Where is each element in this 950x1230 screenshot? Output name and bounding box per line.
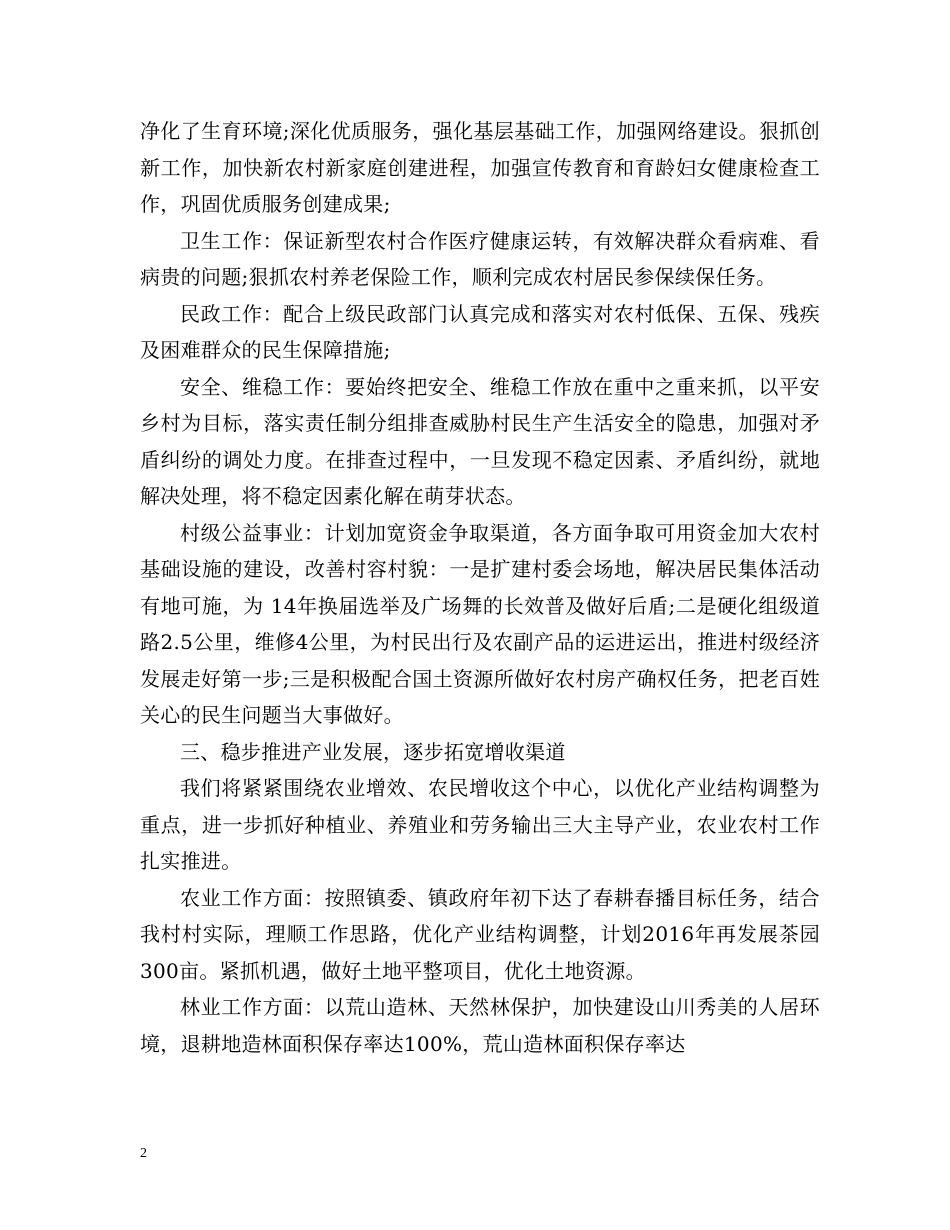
section-heading-industry: 三、稳步推进产业发展，逐步拓宽增收渠道 bbox=[180, 739, 566, 764]
page-number: 2 bbox=[140, 1146, 147, 1161]
body-text bbox=[140, 113, 820, 1062]
paragraph-safety-stability: 安全、维稳工作：要始终把安全、维稳工作放在重中之重来抓，以平安乡村为目标，落实责任制分组排查威胁村民生产生活安全的隐患，加强对矛盾纠纷的调处力度。在排查过程中，一旦发现不稳定因素、矛盾纠纷，就地解决处理，将不稳定因素化解在萌芽状态。 bbox=[140, 374, 820, 508]
paragraph-health-work: 卫生工作：保证新型农村合作医疗健康运转，有效解决群众看病难、看病贵的问题;狠抓农村养老保险工作，顺利完成农村居民参保续保任务。 bbox=[140, 228, 820, 289]
paragraph-forestry: 林业工作方面：以荒山造林、天然林保护，加快建设山川秀美的人居环境，退耕地造林面积保存率达100%，荒山造林面积保存率达 bbox=[140, 995, 820, 1056]
paragraph-family-planning: 净化了生育环境;深化优质服务，强化基层基础工作，加强网络建设。狠抓创新工作，加快新农村新家庭创建进程，加强宣传教育和育龄妇女健康检查工作，巩固优质服务创建成果; bbox=[140, 119, 820, 216]
paragraph-agriculture: 农业工作方面：按照镇委、镇政府年初下达了春耕春播目标任务，结合我村村实际，理顺工作思路，优化产业结构调整，计划2016年再发展茶园300亩。紧抓机遇，做好土地平整项目，优化土地资源。 bbox=[140, 885, 820, 983]
paragraph-industry-intro: 我们将紧紧围绕农业增效、农民增收这个中心，以优化产业结构调整为重点，进一步抓好种植业、养殖业和劳务输出三大主导产业，农业农村工作扎实推进。 bbox=[140, 776, 820, 873]
paragraph-civil-affairs: 民政工作：配合上级民政部门认真完成和落实对农村低保、五保、残疾及困难群众的民生保障措施; bbox=[140, 301, 820, 362]
paragraph-public-welfare: 村级公益事业：计划加宽资金争取渠道，各方面争取可用资金加大农村基础设施的建设，改善村容村貌：一是扩建村委会场地，解决居民集体活动有地可施，为 14年换届选举及广场舞的长效普及做好后盾;二是硬化组级道路2.5公里，维修4公里，为村民出行及农副产品的运进运出，推进村级经济发展走好第一步;三是积极配合国土资源所做好农村房产确权任务，把老百姓关心的民生问题当大事做好。 bbox=[140, 520, 820, 727]
